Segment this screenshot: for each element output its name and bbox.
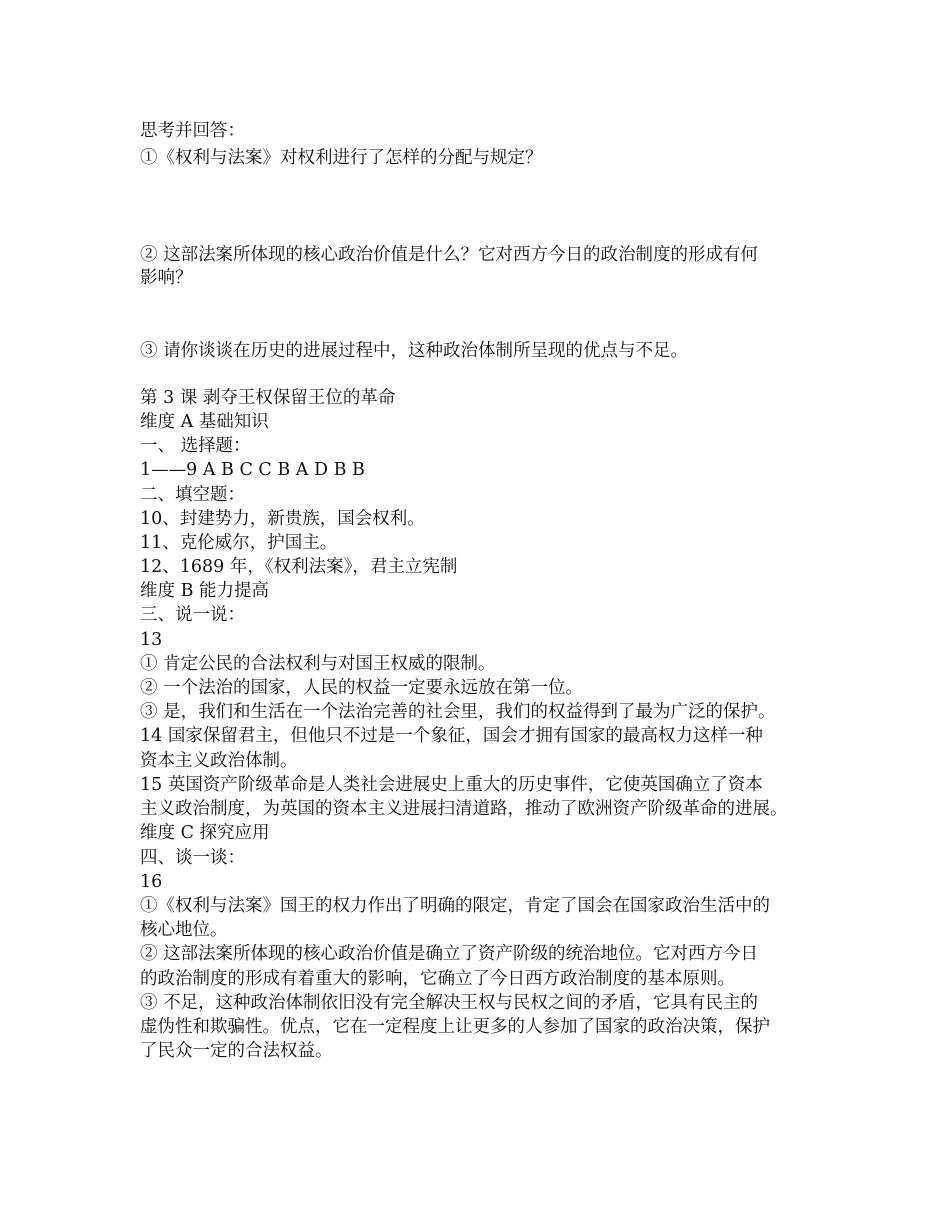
answer-14-line-2: 资本主义政治体制。: [140, 751, 298, 771]
choice-heading: 一、 选择题：: [140, 436, 251, 456]
question-3: ③ 请你谈谈在历史的进展过程中，这种政治体制所呈现的优点与不足。: [140, 341, 689, 361]
answer-13-item-1: ① 肯定公民的合法权利与对国王权威的限制。: [140, 654, 496, 674]
answer-16-number: 16: [140, 872, 163, 892]
fill-blank-heading: 二、填空题：: [140, 485, 245, 505]
answer-14-line-1: 14 国家保留君主，但他只不过是一个象征，国会才拥有国家的最高权力这样一种: [140, 726, 763, 746]
question-2-line-2: 影响？: [140, 268, 193, 288]
answer-11: 11、克伦威尔，护国主。: [140, 533, 338, 553]
answer-16-item-3-line-3: 了民众一定的合法权益。: [140, 1041, 333, 1061]
talk-heading: 四、谈一谈：: [140, 848, 245, 868]
answer-16-item-3-line-1: ③ 不足，这种政治体制依旧没有完全解决王权与民权之间的矛盾，它具有民主的: [140, 993, 759, 1013]
answer-16-item-1-line-2: 核心地位。: [140, 920, 228, 940]
lesson-title: 第 3 课 剥夺王权保留王位的革命: [140, 388, 396, 408]
answer-15-line-2: 主义政治制度，为英国的资本主义进展扫清道路，推动了欧洲资产阶级革命的进展。: [140, 799, 788, 819]
section-a-heading: 维度 A 基础知识: [140, 412, 269, 432]
answer-16-item-3-line-2: 虚伪性和欺骗性。优点，它在一定程度上让更多的人参加了国家的政治决策，保护: [140, 1017, 770, 1037]
question-2-line-1: ② 这部法案所体现的核心政治价值是什么？它对西方今日的政治制度的形成有何: [140, 245, 759, 265]
choice-answers: 1——9 A B C C B A D B B: [140, 460, 365, 480]
answer-16-item-2-line-2: 的政治制度的形成有着重大的影响，它确立了今日西方政治制度的基本原则。: [140, 969, 735, 989]
answer-13-item-3: ③ 是，我们和生活在一个法治完善的社会里，我们的权益得到了最为广泛的保护。: [140, 702, 776, 722]
answer-13-number: 13: [140, 630, 163, 650]
answer-16-item-1-line-1: ①《权利与法案》国王的权力作出了明确的限定，肯定了国会在国家政治生活中的: [140, 896, 770, 916]
answer-12: 12、1689 年，《权利法案》，君主立宪制: [140, 557, 458, 577]
answer-16-item-2-line-1: ② 这部法案所体现的核心政治价值是确立了资产阶级的统治地位。它对西方今日: [140, 944, 759, 964]
question-1: ①《权利与法案》对权利进行了怎样的分配与规定？: [140, 148, 543, 168]
section-b-heading: 维度 B 能力提高: [140, 581, 269, 601]
answer-15-line-1: 15 英国资产阶级革命是人类社会进展史上重大的历史事件，它使英国确立了资本: [140, 775, 763, 795]
answer-13-item-2: ② 一个法治的国家，人民的权益一定要永远放在第一位。: [140, 678, 584, 698]
answer-10: 10、封建势力，新贵族，国会权利。: [140, 509, 425, 529]
discuss-heading: 三、说一说：: [140, 605, 245, 625]
question-heading: 思考并回答：: [140, 121, 245, 141]
section-c-heading: 维度 C 探究应用: [140, 823, 270, 843]
